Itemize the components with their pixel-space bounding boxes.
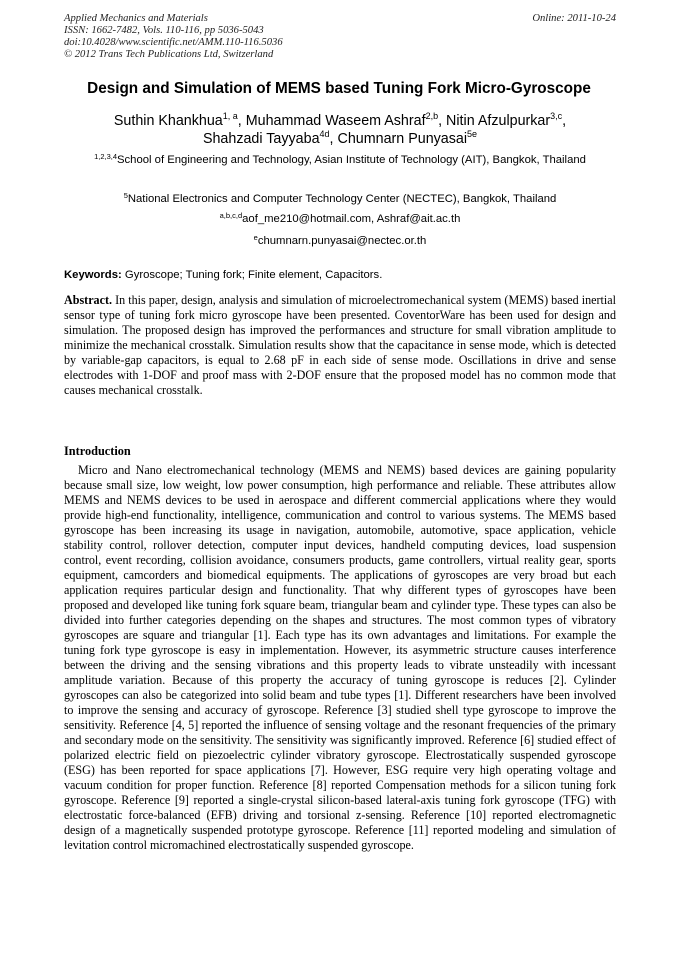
online-date: Online: 2011-10-24 [532,13,616,24]
affiliation-text: National Electronics and Computer Technology Center (NECTEC), Bangkok, Thailand [127,193,557,205]
section-heading-introduction: Introduction [64,444,131,458]
author-affiliation-marker: 1, a [222,111,238,121]
author-separator: , [329,131,338,147]
email-text[interactable]: aof_me210@hotmail.com, Ashraf@ait.ac.th [242,213,461,225]
abstract-text: In this paper, design, analysis and simulation of microelectromechanical system (MEMS) based inertial sensor type of tuning fork micro gyroscope have been presented. CoventorWare has been used for design and simulation. The proposed design has improved the performances and structure for small vibration amplitude to minimize the mechanical crosstalk. Simulation results show that the capacitance in sense mode, which is detected by variable-gap capacitors, is equal to 2.68 pF in each side of sense mode. Oscillations in drive and sense electrodes with 1-DOF and proof mass with 2-DOF ensure that the proposed model has no common mode that causes mechanical crosstalk. [64,293,616,397]
journal-header [64,13,616,61]
keywords-label: Keywords: [64,269,122,281]
doi-line[interactable]: doi:10.4028/www.scientific.net/AMM.110-116.5036 [64,37,283,48]
author-separator: , [237,113,246,129]
affiliation-marker: 5 [123,191,128,200]
author-separator: , [562,113,567,129]
author-affiliation-marker: 3,c [550,111,563,121]
author-name: Muhammad Waseem Ashraf [245,113,426,129]
abstract [64,293,616,398]
email-line-2 [70,234,610,249]
author-name: Suthin Khankhua [113,113,223,129]
author-affiliation-marker: 5e [467,129,478,139]
author-affiliation-marker: 2,b [425,111,439,121]
email-text[interactable]: chumnarn.punyasai@nectec.or.th [257,235,427,247]
affiliation-ait [70,153,610,168]
author-affiliation-marker: 4d [319,129,330,139]
author-name: Shahzadi Tayyaba [202,131,320,147]
author-separator: , [438,113,447,129]
affiliation-marker: 1,2,3,4 [94,152,117,161]
author-name: Chumnarn Punyasai [337,131,468,147]
copyright-line: © 2012 Trans Tech Publications Ltd, Switzerland [64,49,274,60]
keywords-text: Gyroscope; Tuning fork; Finite element, Capacitors. [121,269,383,281]
journal-name: Applied Mechanics and Materials [64,13,208,24]
author-list [70,112,610,148]
email-line-1 [70,212,610,227]
paper-title: Design and Simulation of MEMS based Tuning Fork Micro-Gyroscope [87,80,591,97]
email-marker: a,b,c,d [219,211,243,220]
author-name: Nitin Afzulpurkar [446,113,551,129]
issn-line: ISSN: 1662-7482, Vols. 110-116, pp 5036-5043 [64,25,264,36]
introduction-paragraph: Micro and Nano electromechanical technology (MEMS and NEMS) based devices are gaining popularity because small size, low weight, low power consumption, high performance and reliable. These attributes allow MEMS and NEMS devices to be used in aerospace and different commercial applications where they would provide high-end functionality, intelligence, communication and control to various systems. The MEMS based gyroscope has been increasing its usage in navigation, automobile, automotive, space application, vehicle stability control, rollover detection, computer input devices, handheld computing devices, load suspension control, event recording, collision avoidance, consumers products, game controllers, virtual reality gear, sports equipment, camcorders and biomedical equipments. The applications of gyroscopes are very broad but each application requires particular design and functionality. That why different types of gyroscopes have been proposed and developed like tuning fork square beam, triangular beam and cylinder type. These types can also be divided into further categories depending on the shapes and structures. The most common types of vibratory gyroscopes are square and triangular [1]. Each type has its own advantages and limitations. For example the tuning fork type gyroscope is easy in implementation. However, its asymmetric structure causes interference between the driving and the sensing vibrations and this property leads to vibrate unsteadily with incessant amplitude variation. Because of this property the accuracy of tuning gyroscope is reduces [2]. Cylinder gyroscopes can also be categorized into solid beam and tube types [1]. Different researchers have been involved to improve the sensing and accuracy of gyroscope. Reference [3] studied shell type gyroscope to improve the sensitivity. Reference [4, 5] reported the influence of sensing voltage and the resonant frequencies of the primary and secondary mode on the sensitivity. The sensitivity was significantly improved. Reference [6] studied effect of polarized electric field on piezoelectric cylinder vibratory gyroscope. Electrostatically suspended gyroscope (ESG) has been reported for space applications [7]. However, ESG require very high operating voltage and vacuum condition for proper function. Reference [8] reported Compensation methods for a silicon tuning fork gyroscope. Reference [9] reported a single-crystal silicon-based lateral-axis tuning fork gyroscope (TFG) with electrostatic force-balanced (EFB) driving and torsional z-sensing. Reference [10] reported electromagnetic design of a magnetically suspended prototype gyroscope. Reference [11] reported modeling and simulation of levitation control micromachined electrostatically suspended gyroscope. [64,463,616,852]
keywords [64,268,616,282]
abstract-label: Abstract. [64,293,113,307]
email-marker: e [253,233,258,242]
affiliation-nectec [70,192,610,207]
affiliation-text: School of Engineering and Technology, Asian Institute of Technology (AIT), Bangkok, Thailand [117,154,586,166]
